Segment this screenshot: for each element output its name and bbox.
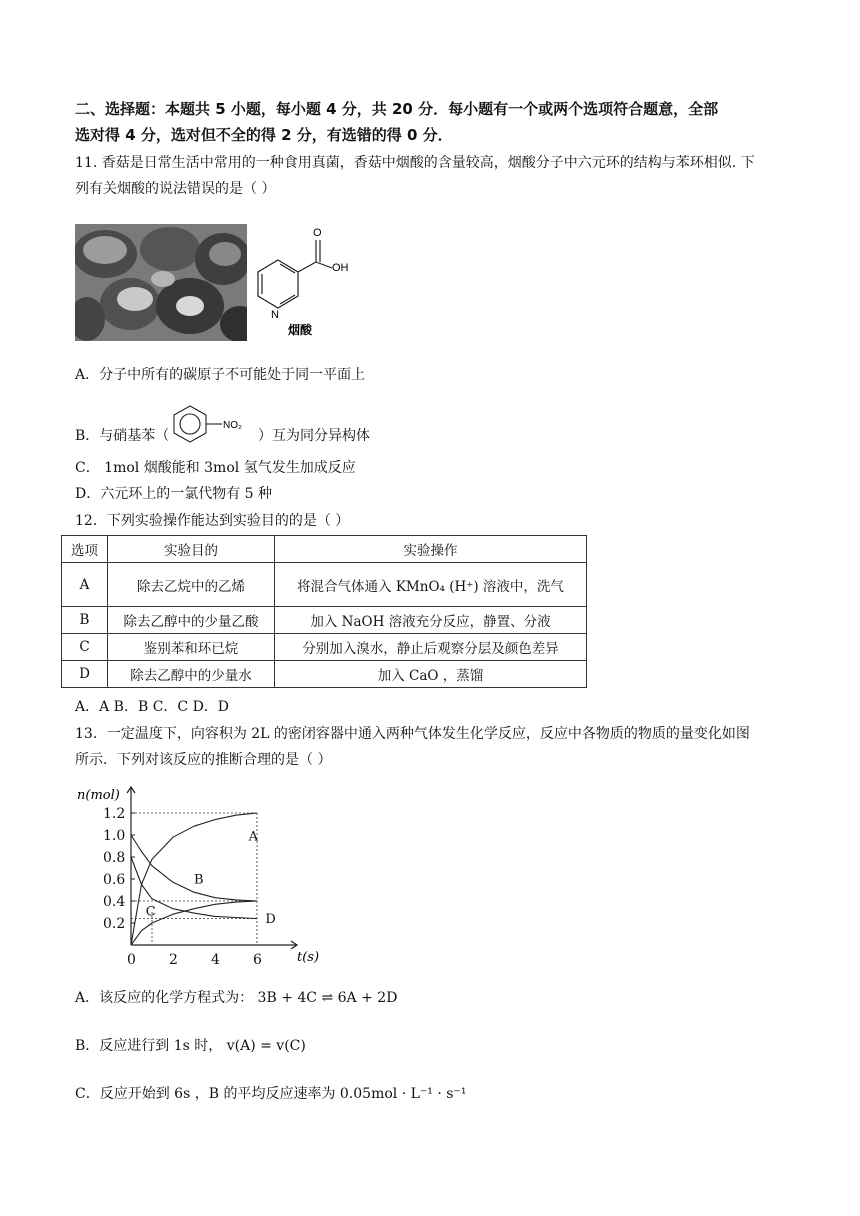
section-heading-line1: 二、选择题：本题共 5 小题，每小题 4 分，共 20 分．每小题有一个或两个选项符合题意，全部 <box>75 100 719 118</box>
mushroom-photo <box>75 224 247 341</box>
row-purpose: 除去乙醇中的少量水 <box>108 661 275 688</box>
y-tick-label: 0.8 <box>103 850 126 866</box>
q13-option-b: B．反应进行到 1s 时， v(A) = v(C) <box>75 1038 306 1054</box>
y-tick-label: 1.0 <box>103 828 126 844</box>
q13-option-c: C．反应开始到 6s ，B 的平均反应速率为 0.05mol · L⁻¹ · s⁻¹ <box>75 1086 467 1102</box>
row-option: D <box>62 661 108 688</box>
x-tick-label: 2 <box>169 952 178 968</box>
header-purpose: 实验目的 <box>108 536 275 563</box>
y-tick-label: 0.4 <box>103 894 126 910</box>
table-row <box>62 607 587 634</box>
q11-option-b-prefix: B．与硝基苯（ <box>75 428 170 444</box>
row-operation: 加入 CaO ，蒸馏 <box>275 661 587 688</box>
row-operation: 加入 NaOH 溶液充分反应，静置、分液 <box>275 607 587 634</box>
q13-option-a: A．该反应的化学方程式为： 3B + 4C ⇌ 6A + 2D <box>75 990 398 1006</box>
series-B-label: B <box>194 872 204 888</box>
no2-label: NO₂ <box>223 420 242 431</box>
q11-option-d: D．六元环上的一氯代物有 5 种 <box>75 486 273 502</box>
q12-stem: 12．下列实验操作能达到实验目的的是（ ） <box>75 513 350 529</box>
x-tick-label: 0 <box>127 952 136 968</box>
row-operation: 分别加入溴水，静止后观察分层及颜色差异 <box>275 634 587 661</box>
mole-time-chart <box>75 785 325 970</box>
y-axis-label: n(mol) <box>77 788 120 803</box>
q11-stem-line2: 列有关烟酸的说法错误的是（ ） <box>75 181 276 197</box>
row-purpose: 除去乙醇中的少量乙酸 <box>108 607 275 634</box>
header-option: 选项 <box>62 536 108 563</box>
x-axis-label: t(s) <box>297 950 320 965</box>
series-B-line <box>131 835 257 901</box>
row-purpose: 除去乙烷中的乙烯 <box>108 563 275 607</box>
q13-stem-line2: 所示．下列对该反应的推断合理的是（ ） <box>75 752 332 768</box>
q12-choices: A．A B．B C．C D．D <box>75 699 230 715</box>
q11-stem-line1: 11. 香菇是日常生活中常用的一种食用真菌，香菇中烟酸的含量较高，烟酸分子中六元环的结构与苯环相似. 下 <box>75 155 755 171</box>
row-purpose: 鉴别苯和环已烷 <box>108 634 275 661</box>
mushroom-image <box>75 224 247 341</box>
table-row <box>62 563 587 607</box>
table-row <box>62 634 587 661</box>
q11-option-b-suffix: ）互为同分异构体 <box>258 428 370 444</box>
oh-label: OH <box>332 262 349 274</box>
row-operation: 将混合气体通入 KMnO₄ (H⁺) 溶液中，洗气 <box>275 563 587 607</box>
q13-stem-line1: 13．一定温度下，向容积为 2L 的密闭容器中通入两种气体发生化学反应，反应中各物质的物质的量变化如图 <box>75 726 750 742</box>
nicotinic-acid-structure <box>250 222 370 340</box>
y-tick-label: 0.2 <box>103 916 126 932</box>
x-tick-label: 4 <box>211 952 220 968</box>
table-row <box>62 661 587 688</box>
row-option: B <box>62 607 108 634</box>
series-D-label: D <box>265 912 276 927</box>
molecule-name-label: 烟酸 <box>288 323 313 337</box>
oxygen-label: O <box>313 227 322 239</box>
row-option: A <box>62 563 108 607</box>
x-tick-label: 6 <box>253 952 262 968</box>
table-header-row <box>62 536 587 563</box>
series-C-label: C <box>145 904 156 920</box>
row-option: C <box>62 634 108 661</box>
experiment-table <box>61 535 587 688</box>
header-operation: 实验操作 <box>275 536 587 563</box>
nitrobenzene-structure <box>168 402 258 448</box>
q11-option-a: A．分子中所有的碳原子不可能处于同一平面上 <box>75 367 366 383</box>
nitrogen-label: N <box>271 309 279 321</box>
series-A-label: A <box>248 829 258 845</box>
y-tick-label: 0.6 <box>103 872 126 888</box>
y-tick-label: 1.2 <box>103 806 126 822</box>
q11-option-c: C． 1mol 烟酸能和 3mol 氢气发生加成反应 <box>75 460 356 476</box>
section-heading-line2: 选对得 4 分，选对但不全的得 2 分，有选错的得 0 分． <box>75 126 453 144</box>
